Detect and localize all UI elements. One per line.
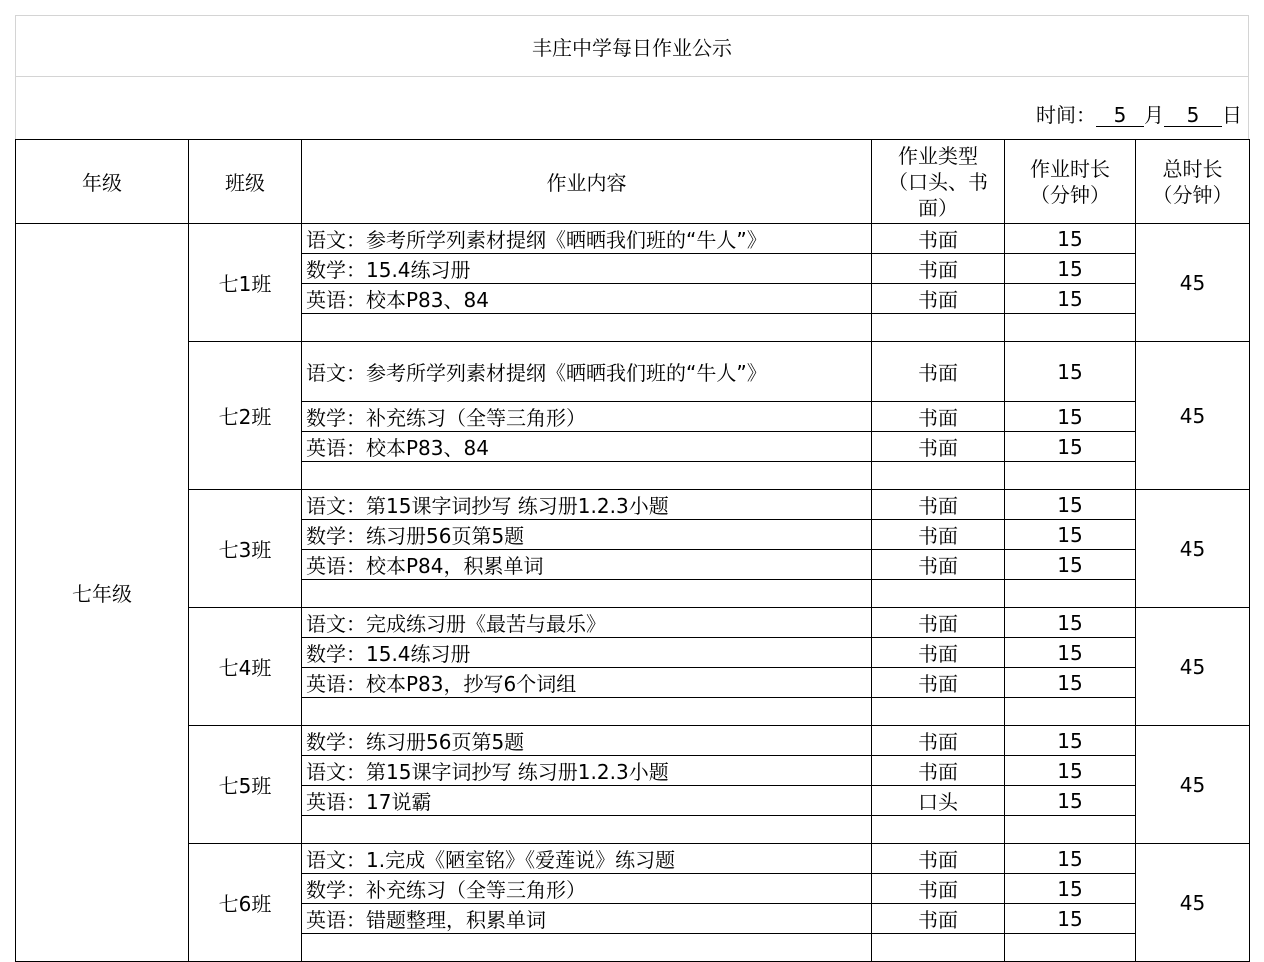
homework-type-cell: 书面 — [872, 402, 1005, 432]
homework-duration-cell: 15 — [1005, 608, 1136, 638]
homework-content-cell: 英语：错题整理，积累单词 — [302, 904, 872, 934]
homework-duration-cell: 15 — [1005, 904, 1136, 934]
homework-duration-cell: 15 — [1005, 756, 1136, 786]
empty-type-cell — [872, 934, 1005, 962]
homework-type-cell: 书面 — [872, 756, 1005, 786]
homework-type-cell: 书面 — [872, 224, 1005, 254]
header-grade: 年级 — [16, 140, 189, 224]
title-row — [15, 15, 1249, 77]
empty-content-cell — [302, 698, 872, 726]
homework-content-cell: 英语：17说霸 — [302, 786, 872, 816]
homework-duration-cell: 15 — [1005, 726, 1136, 756]
homework-duration-cell: 15 — [1005, 432, 1136, 462]
homework-type-cell: 书面 — [872, 608, 1005, 638]
homework-content-cell: 数学：补充练习（全等三角形） — [302, 874, 872, 904]
homework-type-cell: 书面 — [872, 638, 1005, 668]
homework-type-cell: 口头 — [872, 786, 1005, 816]
class-name-cell: 七2班 — [189, 342, 302, 490]
header-type-line2: （口头、书 — [888, 169, 988, 194]
homework-sheet — [15, 15, 1249, 962]
homework-duration-cell: 15 — [1005, 254, 1136, 284]
homework-duration-cell: 15 — [1005, 550, 1136, 580]
header-duration-line2: （分钟） — [1030, 182, 1110, 207]
homework-content-cell: 语文：参考所学列素材提纲《晒晒我们班的“牛人”》 — [302, 342, 872, 402]
homework-duration-cell: 15 — [1005, 284, 1136, 314]
page-title: 丰庄中学每日作业公示 — [532, 35, 732, 60]
table-row — [16, 224, 1250, 254]
homework-table — [15, 139, 1250, 962]
homework-content-cell: 语文：完成练习册《最苦与最乐》 — [302, 608, 872, 638]
empty-duration-cell — [1005, 816, 1136, 844]
empty-type-cell — [872, 816, 1005, 844]
empty-content-cell — [302, 462, 872, 490]
empty-duration-cell — [1005, 580, 1136, 608]
empty-duration-cell — [1005, 462, 1136, 490]
date-month-unit: 月 — [1144, 103, 1164, 127]
header-type-line3: 面） — [918, 195, 958, 220]
homework-content-cell: 数学：练习册56页第5题 — [302, 726, 872, 756]
homework-type-cell: 书面 — [872, 726, 1005, 756]
class-name-cell: 七3班 — [189, 490, 302, 608]
empty-duration-cell — [1005, 314, 1136, 342]
homework-content-cell: 数学：15.4练习册 — [302, 638, 872, 668]
date-display — [1036, 99, 1242, 128]
header-total-line1: 总时长 — [1162, 156, 1223, 181]
grade-cell: 七年级 — [16, 224, 189, 962]
date-day: 5 — [1164, 104, 1222, 127]
homework-duration-cell: 15 — [1005, 490, 1136, 520]
homework-duration-cell: 15 — [1005, 342, 1136, 402]
header-total-line2: （分钟） — [1152, 182, 1233, 207]
header-duration-line1: 作业时长 — [1030, 156, 1110, 181]
empty-content-cell — [302, 934, 872, 962]
total-duration-cell: 45 — [1136, 608, 1250, 726]
homework-type-cell: 书面 — [872, 254, 1005, 284]
homework-type-cell: 书面 — [872, 490, 1005, 520]
homework-duration-cell: 15 — [1005, 224, 1136, 254]
header-duration — [1005, 140, 1136, 224]
table-row — [16, 608, 1250, 638]
header-type-line1: 作业类型 — [898, 143, 978, 168]
date-day-unit: 日 — [1222, 103, 1242, 127]
homework-content-cell: 语文：参考所学列素材提纲《晒晒我们班的“牛人”》 — [302, 224, 872, 254]
date-label: 时间： — [1036, 103, 1096, 127]
header-row — [16, 140, 1250, 224]
homework-type-cell: 书面 — [872, 844, 1005, 874]
homework-type-cell: 书面 — [872, 342, 1005, 402]
homework-duration-cell: 15 — [1005, 786, 1136, 816]
empty-type-cell — [872, 462, 1005, 490]
homework-content-cell: 英语：校本P83，抄写6个词组 — [302, 668, 872, 698]
empty-content-cell — [302, 580, 872, 608]
empty-type-cell — [872, 580, 1005, 608]
homework-duration-cell: 15 — [1005, 668, 1136, 698]
homework-content-cell: 数学：15.4练习册 — [302, 254, 872, 284]
empty-content-cell — [302, 314, 872, 342]
homework-duration-cell: 15 — [1005, 638, 1136, 668]
total-duration-cell: 45 — [1136, 342, 1250, 490]
class-name-cell: 七6班 — [189, 844, 302, 962]
table-row — [16, 726, 1250, 756]
date-row — [15, 77, 1249, 139]
class-name-cell: 七5班 — [189, 726, 302, 844]
homework-duration-cell: 15 — [1005, 844, 1136, 874]
class-name-cell: 七1班 — [189, 224, 302, 342]
homework-duration-cell: 15 — [1005, 520, 1136, 550]
table-row — [16, 342, 1250, 402]
header-total — [1136, 140, 1250, 224]
empty-duration-cell — [1005, 698, 1136, 726]
homework-content-cell: 语文：1.完成《陋室铭》《爱莲说》练习题 — [302, 844, 872, 874]
homework-content-cell: 语文：第15课字词抄写 练习册1.2.3小题 — [302, 756, 872, 786]
homework-type-cell: 书面 — [872, 904, 1005, 934]
homework-content-cell: 英语：校本P84，积累单词 — [302, 550, 872, 580]
table-row — [16, 490, 1250, 520]
date-month: 5 — [1096, 104, 1144, 127]
total-duration-cell: 45 — [1136, 844, 1250, 962]
homework-type-cell: 书面 — [872, 432, 1005, 462]
header-content: 作业内容 — [302, 140, 872, 224]
homework-content-cell: 英语：校本P83、84 — [302, 284, 872, 314]
class-name-cell: 七4班 — [189, 608, 302, 726]
homework-type-cell: 书面 — [872, 520, 1005, 550]
table-row — [16, 844, 1250, 874]
header-type — [872, 140, 1005, 224]
total-duration-cell: 45 — [1136, 490, 1250, 608]
total-duration-cell: 45 — [1136, 224, 1250, 342]
header-class: 班级 — [189, 140, 302, 224]
homework-content-cell: 数学：练习册56页第5题 — [302, 520, 872, 550]
total-duration-cell: 45 — [1136, 726, 1250, 844]
homework-duration-cell: 15 — [1005, 402, 1136, 432]
empty-type-cell — [872, 698, 1005, 726]
empty-content-cell — [302, 816, 872, 844]
homework-type-cell: 书面 — [872, 550, 1005, 580]
empty-duration-cell — [1005, 934, 1136, 962]
homework-content-cell: 英语：校本P83、84 — [302, 432, 872, 462]
homework-content-cell: 语文：第15课字词抄写 练习册1.2.3小题 — [302, 490, 872, 520]
empty-type-cell — [872, 314, 1005, 342]
homework-type-cell: 书面 — [872, 874, 1005, 904]
homework-type-cell: 书面 — [872, 284, 1005, 314]
homework-type-cell: 书面 — [872, 668, 1005, 698]
homework-content-cell: 数学：补充练习（全等三角形） — [302, 402, 872, 432]
homework-duration-cell: 15 — [1005, 874, 1136, 904]
